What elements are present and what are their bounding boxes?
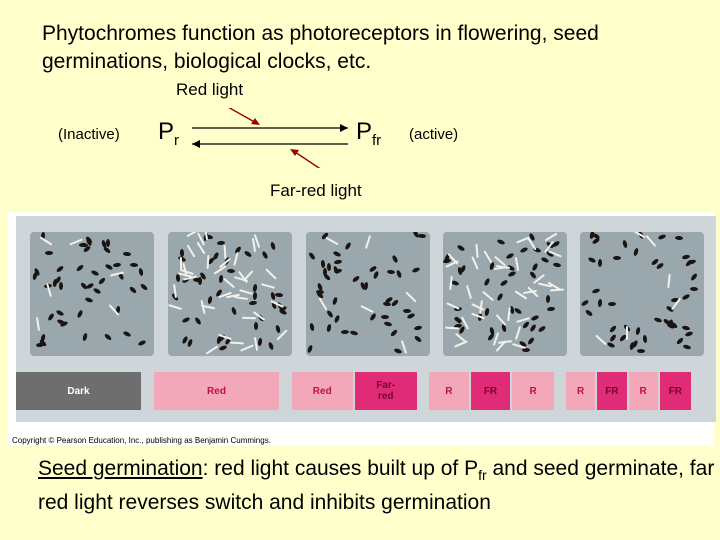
sprout bbox=[206, 346, 219, 355]
seed bbox=[333, 260, 342, 265]
inactive-label: (Inactive) bbox=[58, 126, 120, 143]
seed bbox=[249, 301, 257, 306]
seed bbox=[681, 326, 690, 332]
seed bbox=[275, 292, 283, 297]
seed bbox=[258, 338, 263, 346]
seed bbox=[629, 342, 635, 351]
pfr-label bbox=[356, 118, 381, 149]
seed bbox=[496, 293, 504, 302]
seed bbox=[414, 325, 423, 331]
sprout bbox=[471, 303, 485, 311]
seed bbox=[500, 279, 509, 287]
seed bbox=[497, 238, 506, 245]
treatment-segment: R bbox=[629, 372, 658, 410]
sprout bbox=[507, 307, 511, 321]
treatment-segment: FR bbox=[597, 372, 626, 410]
seed bbox=[643, 335, 648, 343]
seed-plate-5 bbox=[580, 232, 704, 356]
sprout bbox=[36, 317, 40, 331]
seed bbox=[520, 246, 529, 253]
seed bbox=[683, 344, 692, 350]
seed bbox=[684, 331, 693, 337]
sprout bbox=[454, 340, 468, 347]
sprout bbox=[239, 289, 253, 295]
sprout bbox=[482, 290, 494, 301]
seed bbox=[396, 270, 403, 279]
seed bbox=[91, 269, 100, 276]
seed bbox=[327, 262, 331, 270]
sprout bbox=[596, 335, 608, 346]
sprout bbox=[483, 250, 492, 263]
sprout bbox=[360, 305, 373, 313]
seed bbox=[55, 265, 64, 273]
sprout bbox=[242, 317, 256, 319]
seed bbox=[635, 326, 641, 335]
seed bbox=[585, 309, 594, 317]
seed bbox=[97, 277, 106, 285]
seed-plate-3 bbox=[306, 232, 430, 356]
seed bbox=[60, 321, 69, 328]
seed bbox=[598, 298, 603, 306]
seed bbox=[253, 292, 258, 300]
seed bbox=[112, 263, 120, 268]
seed bbox=[384, 321, 393, 327]
sprout bbox=[668, 274, 671, 288]
seed bbox=[322, 272, 330, 280]
active-label: (active) bbox=[409, 126, 459, 143]
seed bbox=[140, 282, 149, 290]
treatment-segment: R bbox=[566, 372, 595, 410]
treatment-bar-5 bbox=[566, 372, 691, 410]
sprout bbox=[515, 326, 521, 340]
seed bbox=[32, 272, 38, 281]
seed bbox=[529, 323, 537, 332]
pr-base: P bbox=[158, 118, 175, 145]
seed bbox=[333, 315, 340, 324]
seed bbox=[254, 322, 258, 330]
sprout bbox=[550, 289, 564, 292]
seed bbox=[622, 240, 628, 249]
seed-plate-4 bbox=[443, 232, 567, 356]
seed bbox=[387, 269, 395, 274]
seed bbox=[514, 307, 523, 315]
seed bbox=[219, 345, 228, 352]
seed bbox=[326, 324, 332, 333]
seed bbox=[547, 307, 555, 312]
seed bbox=[334, 268, 343, 274]
seed bbox=[633, 248, 639, 257]
seed bbox=[130, 263, 138, 268]
seed bbox=[369, 313, 377, 322]
sprout bbox=[230, 341, 244, 344]
sprout bbox=[40, 237, 53, 246]
seed bbox=[609, 325, 617, 334]
plates-panel bbox=[16, 216, 716, 422]
seed bbox=[373, 270, 380, 279]
sprout bbox=[319, 297, 328, 310]
seed bbox=[344, 242, 352, 251]
treatment-bar-4 bbox=[429, 372, 554, 410]
seed bbox=[123, 251, 131, 256]
treatment-bar-2 bbox=[154, 372, 279, 410]
seed bbox=[675, 235, 683, 240]
seed bbox=[76, 263, 85, 271]
seed bbox=[531, 262, 538, 271]
seed bbox=[690, 286, 698, 290]
slide-title: Phytochromes function as photoreceptors in flowering, seed germinations, biological clocks, etc. bbox=[42, 22, 599, 73]
seed bbox=[598, 259, 602, 267]
seed bbox=[77, 310, 84, 319]
seed bbox=[182, 316, 191, 323]
treatment-segment: R bbox=[429, 372, 469, 410]
seed bbox=[528, 271, 536, 280]
seed bbox=[383, 302, 391, 307]
sprout bbox=[234, 252, 240, 266]
seed bbox=[275, 324, 281, 333]
seed bbox=[194, 317, 202, 326]
seed bbox=[654, 317, 663, 323]
seed bbox=[390, 328, 398, 337]
seed bbox=[553, 263, 562, 268]
seed bbox=[307, 345, 314, 354]
sprout bbox=[633, 232, 646, 238]
seed bbox=[326, 309, 334, 318]
sprout bbox=[186, 244, 195, 257]
seed bbox=[207, 295, 213, 304]
seed bbox=[333, 250, 342, 257]
sprout bbox=[498, 340, 512, 344]
treatment-segment: Red bbox=[292, 372, 353, 410]
seed-plate-2 bbox=[168, 232, 292, 356]
sprout bbox=[445, 326, 459, 329]
caption-term: Seed germination bbox=[38, 457, 203, 480]
sprout bbox=[544, 233, 557, 242]
conversion-arrows bbox=[180, 108, 360, 168]
seed bbox=[412, 266, 421, 273]
seed bbox=[658, 233, 667, 240]
treatment-segment: Red bbox=[154, 372, 279, 410]
seed bbox=[581, 299, 590, 307]
seed bbox=[56, 310, 65, 317]
seed-plate-1 bbox=[30, 232, 154, 356]
sprout bbox=[515, 256, 519, 270]
seed bbox=[138, 268, 144, 277]
seed bbox=[380, 315, 388, 319]
seed bbox=[414, 335, 423, 343]
seed bbox=[531, 315, 540, 322]
sprout bbox=[261, 283, 275, 289]
seed bbox=[352, 275, 361, 283]
seed bbox=[92, 288, 101, 296]
pfr-base: P bbox=[356, 118, 373, 145]
seed bbox=[268, 341, 275, 350]
sprout bbox=[406, 291, 417, 302]
seed bbox=[252, 284, 257, 293]
pr-sub: r bbox=[174, 131, 180, 149]
seed bbox=[587, 257, 596, 264]
treatment-bar-1 bbox=[16, 372, 141, 410]
seed bbox=[637, 348, 645, 352]
seed bbox=[507, 271, 516, 278]
red-light-label: Red light bbox=[176, 80, 244, 99]
seed bbox=[123, 330, 132, 337]
sprout bbox=[168, 304, 182, 310]
caption bbox=[38, 455, 718, 517]
seed bbox=[332, 296, 338, 305]
sprout bbox=[494, 255, 506, 266]
seed bbox=[609, 333, 617, 342]
far-red-light-label: Far-red light bbox=[270, 181, 362, 200]
seed bbox=[231, 307, 237, 316]
seed bbox=[270, 242, 276, 251]
seed bbox=[403, 309, 411, 313]
seed bbox=[607, 341, 616, 348]
seed bbox=[506, 252, 515, 259]
seed bbox=[546, 295, 550, 303]
sprout bbox=[241, 345, 255, 352]
seed bbox=[243, 250, 252, 258]
seed bbox=[459, 265, 466, 274]
sprout bbox=[645, 235, 656, 247]
seed bbox=[309, 322, 315, 331]
seed-germination-figure bbox=[8, 212, 714, 446]
seed bbox=[321, 260, 326, 268]
pfr-sub: fr bbox=[372, 131, 382, 149]
caption-sub: fr bbox=[478, 467, 487, 484]
treatment-segment: Far- red bbox=[355, 372, 418, 410]
seed bbox=[407, 312, 416, 319]
seed bbox=[341, 330, 349, 334]
sprout bbox=[626, 326, 628, 340]
treatment-segment: FR bbox=[471, 372, 511, 410]
seed bbox=[394, 348, 403, 354]
seed bbox=[591, 238, 600, 246]
seed bbox=[392, 254, 399, 263]
seed bbox=[483, 277, 490, 286]
sprout bbox=[365, 235, 371, 249]
treatment-segment: R bbox=[512, 372, 554, 410]
seed bbox=[84, 297, 93, 303]
seed bbox=[104, 332, 113, 340]
seed bbox=[47, 313, 55, 322]
caption-part2: and seed germinate, far red light reverses switch and inhibits germination bbox=[38, 457, 715, 515]
sprout bbox=[466, 285, 472, 299]
seed bbox=[129, 285, 138, 293]
pr-label bbox=[158, 118, 179, 149]
seed bbox=[193, 278, 201, 283]
seed bbox=[138, 340, 147, 347]
sprout bbox=[475, 244, 478, 258]
seed bbox=[45, 251, 53, 255]
sprout bbox=[325, 237, 338, 246]
seed bbox=[350, 330, 359, 336]
seed bbox=[656, 262, 665, 270]
seed bbox=[537, 325, 546, 333]
seed bbox=[591, 288, 600, 294]
seed bbox=[82, 333, 88, 342]
seed bbox=[527, 337, 535, 346]
seed bbox=[608, 302, 616, 306]
seed bbox=[540, 256, 549, 263]
seed bbox=[456, 244, 465, 252]
seed bbox=[261, 251, 268, 260]
seed bbox=[613, 256, 621, 260]
treatment-segment: FR bbox=[660, 372, 691, 410]
sprout bbox=[223, 278, 235, 289]
seed bbox=[681, 294, 690, 301]
seed bbox=[308, 251, 316, 260]
sprout bbox=[223, 245, 226, 259]
seed bbox=[690, 273, 698, 282]
seed bbox=[227, 269, 235, 273]
copyright-text: Copyright © Pearson Education, Inc., publishing as Benjamin Cummings. bbox=[12, 436, 271, 445]
treatment-segment: Dark bbox=[16, 372, 141, 410]
seed bbox=[59, 282, 63, 290]
sprout bbox=[265, 269, 276, 280]
caption-part1: : red light causes built up of P bbox=[202, 457, 479, 480]
treatment-bar-3 bbox=[292, 372, 417, 410]
